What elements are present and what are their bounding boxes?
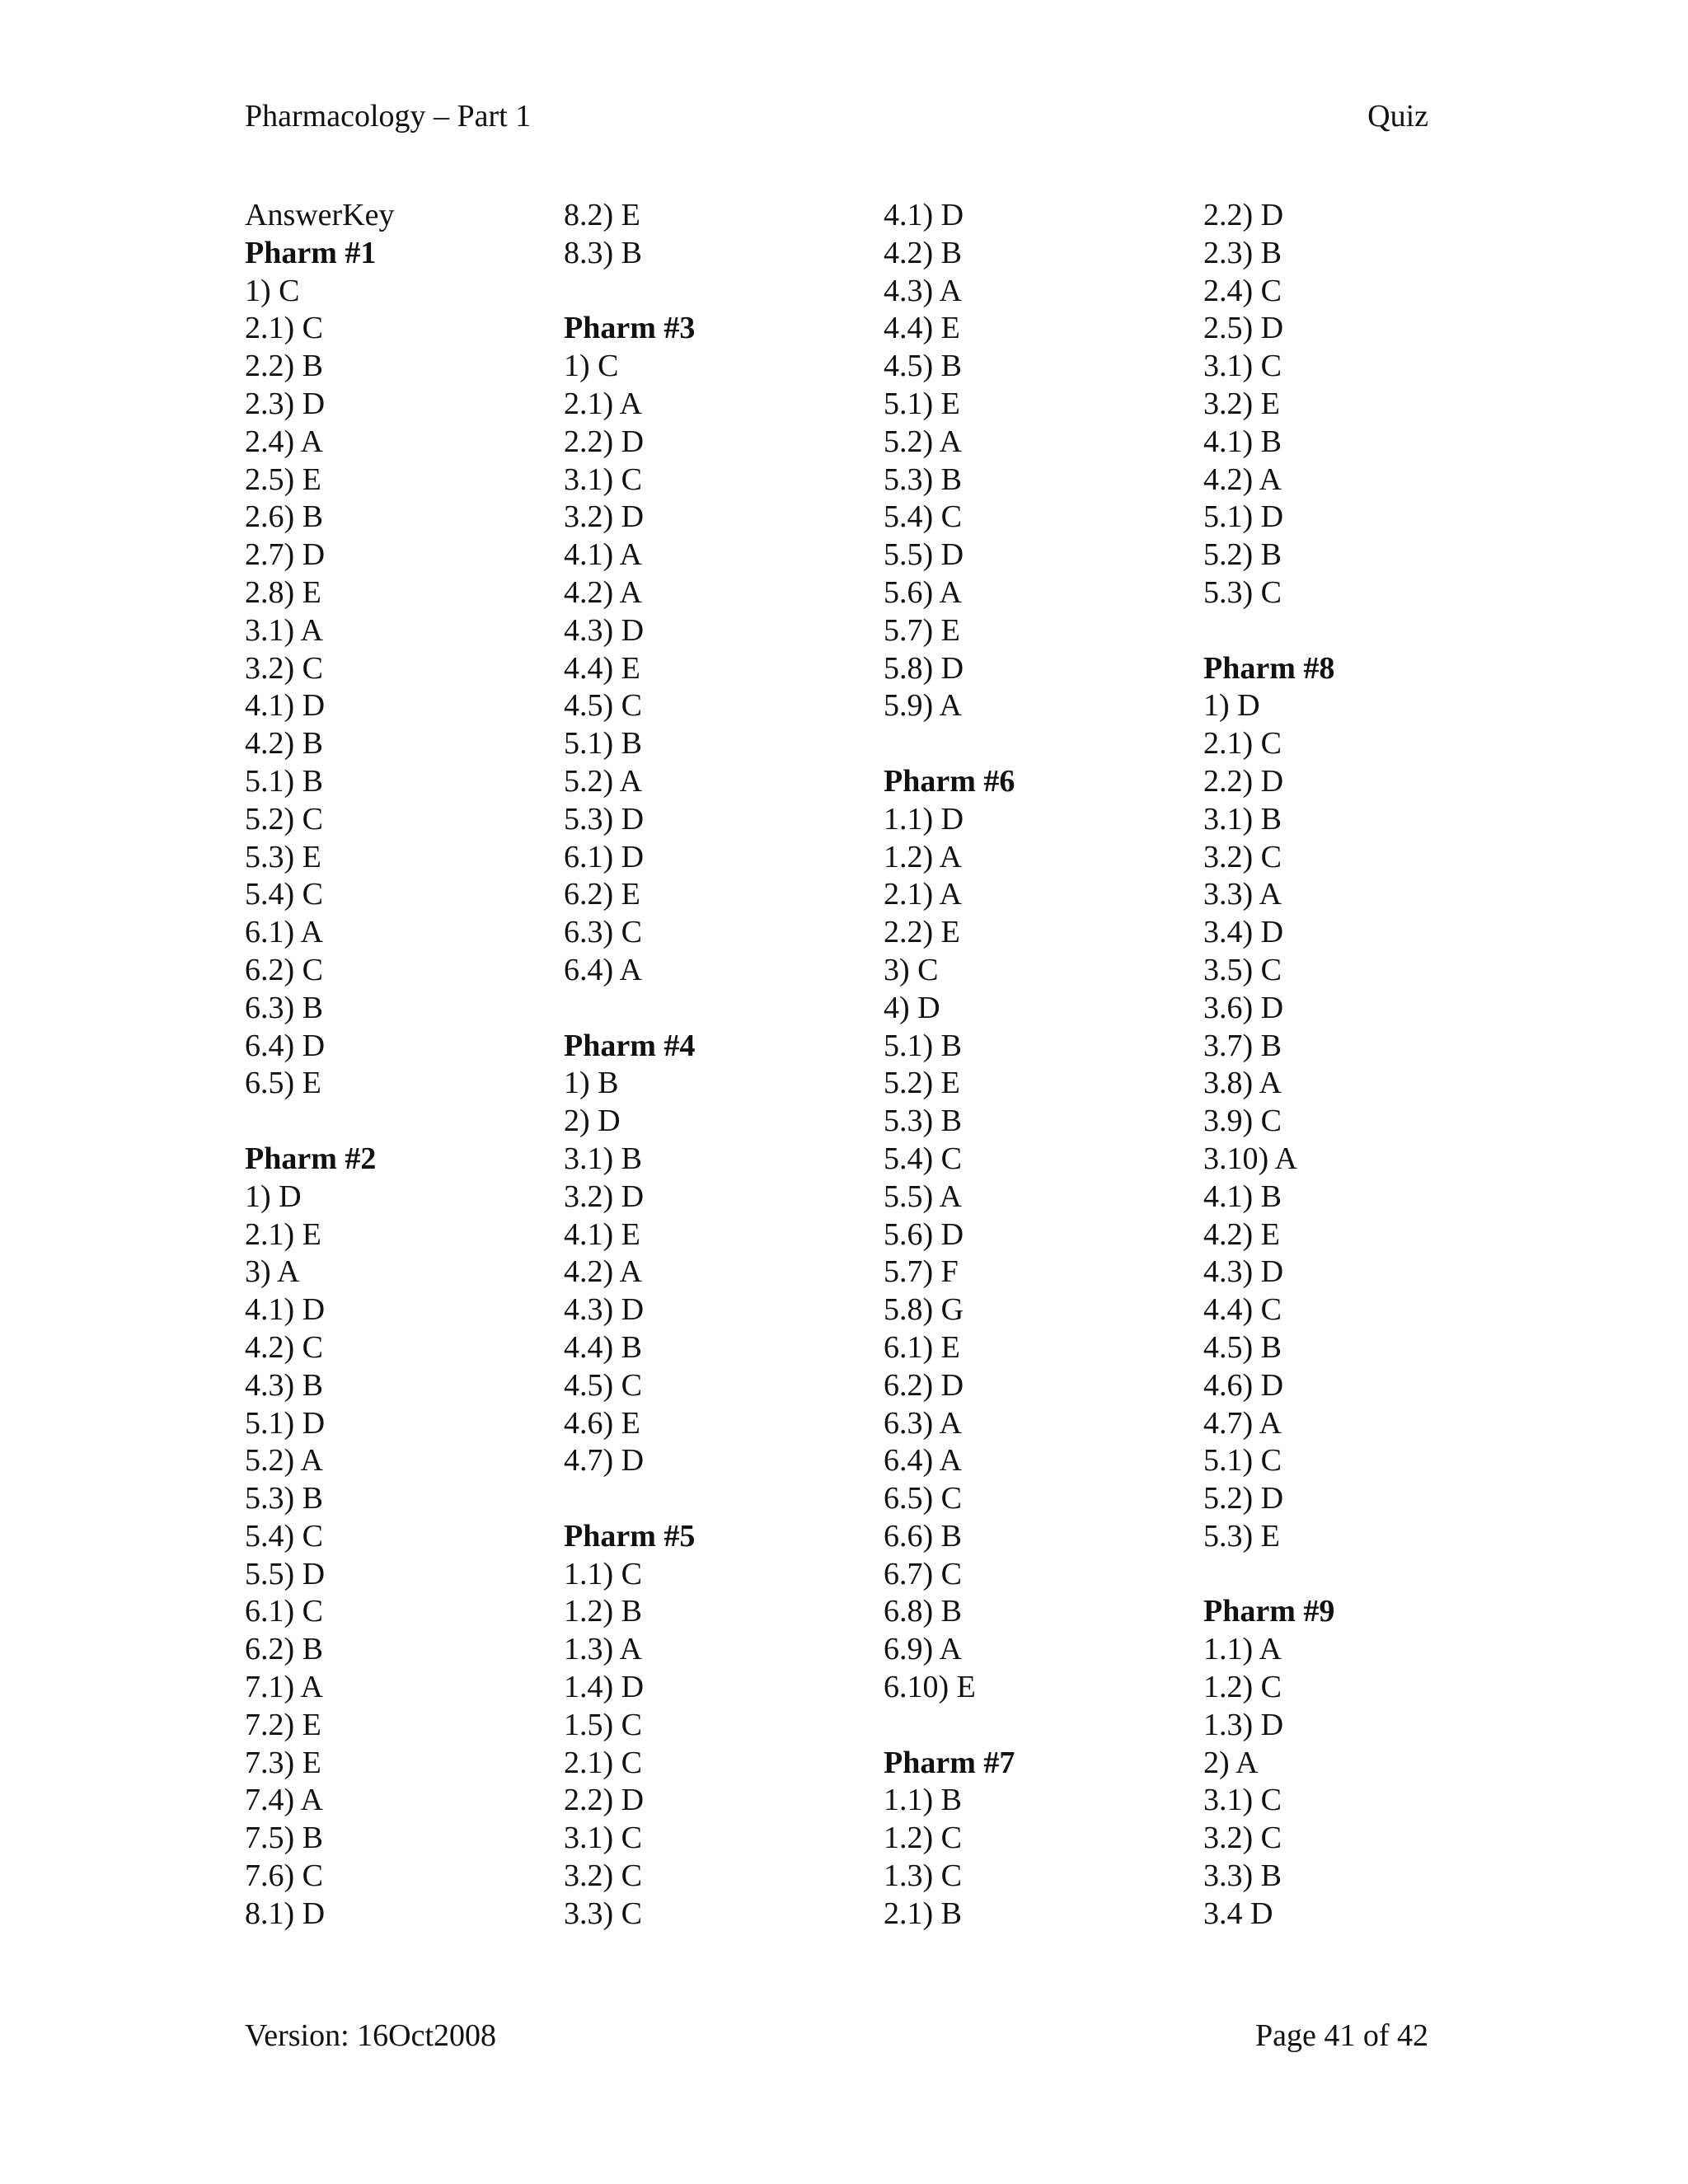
answer-entry: 4.2) A	[1203, 462, 1282, 497]
spacer	[245, 1103, 558, 1141]
answer-entry: 5.3) B	[884, 462, 962, 497]
answer-entry: 3.3) C	[564, 1896, 642, 1931]
answer-entry: 3.1) C	[564, 462, 642, 497]
answer-entry: 2.3) D	[245, 386, 326, 421]
answer-entry: 4.2) B	[245, 726, 323, 762]
answer-entry: 6.2) D	[884, 1367, 964, 1403]
answer-column-2	[564, 197, 877, 1933]
answer-entry: 4.6) E	[564, 1405, 640, 1441]
answer-entry: 4.7) D	[564, 1443, 645, 1479]
answer-entry: 1.2) C	[884, 1821, 962, 1856]
answer-entry: 3.2) C	[564, 1858, 642, 1894]
answer-entry: 5.1) B	[564, 726, 642, 762]
answer-entry: 5.6) D	[884, 1216, 964, 1252]
section-heading: Pharm #7	[884, 1745, 1015, 1780]
answer-entry: 3.2) C	[1203, 1821, 1282, 1856]
answer-entry: 4.1) D	[245, 688, 326, 724]
answer-entry: 3.1) C	[1203, 349, 1282, 384]
answer-entry: 4.2) A	[564, 574, 642, 610]
answer-entry: 2.2) D	[1203, 763, 1284, 799]
answer-entry: 5.9) A	[884, 688, 962, 724]
answer-entry: 2) D	[564, 1104, 621, 1139]
answer-entry: 1.4) D	[564, 1670, 645, 1705]
answer-entry: 7.3) E	[245, 1745, 321, 1780]
answer-entry: 4.2) B	[884, 235, 962, 270]
section-heading: Pharm #1	[245, 235, 377, 270]
answer-entry: 5.2) B	[1203, 537, 1282, 573]
footer-page-number: Page 41 of 42	[1254, 2018, 1428, 2053]
answer-entry: 5.5) D	[884, 537, 964, 573]
answer-entry: 3.2) C	[245, 650, 323, 686]
answer-entry: 3.1) A	[245, 612, 323, 648]
header-title: Pharmacology – Part 1	[245, 99, 532, 134]
section-heading: Pharm #6	[884, 763, 1015, 799]
answer-entry: 3.4) D	[1203, 915, 1284, 950]
answer-key-columns	[245, 197, 1448, 1952]
answer-entry: 4.5) C	[564, 1367, 642, 1403]
answer-entry: 2.1) E	[245, 1216, 321, 1252]
answer-entry: 3.3) B	[1203, 1858, 1282, 1894]
answer-entry: 5.1) E	[884, 386, 960, 421]
answer-entry: 6.2) E	[564, 877, 640, 912]
answer-entry: 2.3) B	[1203, 235, 1282, 270]
spacer	[564, 273, 877, 311]
answer-entry: 3.1) C	[1203, 1783, 1282, 1818]
answer-entry: 5.3) E	[245, 839, 321, 874]
answer-entry: 6.4) A	[564, 952, 642, 987]
answer-column-3	[884, 197, 1197, 1933]
answer-entry: 6.10) E	[884, 1670, 976, 1705]
answer-entry: 4.5) C	[564, 688, 642, 724]
answer-entry: 8.3) B	[564, 235, 642, 270]
answer-entry: 1) C	[245, 273, 300, 308]
answer-entry: 2.4) C	[1203, 273, 1282, 308]
answer-entry: 6.3) C	[564, 915, 642, 950]
answer-entry: 5.4) C	[245, 877, 323, 912]
answer-entry: 5.1) C	[1203, 1443, 1282, 1479]
answer-entry: 6.4) A	[884, 1443, 962, 1479]
answer-entry: 3.2) E	[1203, 386, 1280, 421]
page-header	[245, 97, 1428, 135]
section-heading: Pharm #8	[1203, 650, 1335, 686]
answer-entry: 1.2) A	[884, 839, 962, 874]
answer-entry: 6.1) D	[564, 839, 645, 874]
answer-entry: 4.6) D	[1203, 1367, 1284, 1403]
answer-entry: 2.1) C	[245, 311, 323, 346]
footer-version: Version: 16Oct2008	[245, 2018, 497, 2053]
answer-entry: 6.6) B	[884, 1518, 962, 1554]
answer-entry: 3.7) B	[1203, 1028, 1282, 1063]
answer-column-4	[1203, 197, 1517, 1933]
answer-entry: 1) B	[564, 1066, 619, 1101]
answer-entry: 3.1) C	[564, 1821, 642, 1856]
answer-entry: 6.5) C	[884, 1481, 962, 1516]
answer-entry: 4.4) B	[564, 1329, 642, 1365]
answer-entry: 5.1) D	[245, 1405, 326, 1441]
answer-entry: 5.2) A	[245, 1443, 323, 1479]
answer-entry: 2.1) C	[1203, 726, 1282, 762]
answer-entry: 7.5) B	[245, 1821, 323, 1856]
answer-entry: 1.3) C	[884, 1858, 962, 1894]
answer-entry: 3) A	[245, 1254, 300, 1290]
answer-entry: 6.2) C	[245, 952, 323, 987]
answer-entry: 2.4) A	[245, 424, 323, 459]
answer-entry: 2.2) D	[564, 424, 645, 459]
answer-entry: 3.5) C	[1203, 952, 1282, 987]
answer-entry: 3.2) D	[564, 499, 645, 535]
answer-entry: 4.2) A	[564, 1254, 642, 1290]
answer-entry: 1.1) C	[564, 1556, 642, 1591]
answer-entry: 2.6) B	[245, 499, 323, 535]
answer-entry: 2.1) A	[884, 877, 962, 912]
answer-entry: 1.1) B	[884, 1783, 962, 1818]
answer-entry: 3.2) D	[564, 1179, 645, 1214]
answer-entry: 5.4) C	[884, 499, 962, 535]
answer-entry: 4.4) E	[884, 311, 960, 346]
spacer	[564, 990, 877, 1028]
answer-entry: 4.1) D	[884, 198, 964, 232]
answer-entry: 4.4) E	[564, 650, 640, 686]
answer-entry: 6.8) B	[884, 1594, 962, 1629]
answer-entry: 3.2) C	[1203, 839, 1282, 874]
answer-entry: 4.2) C	[245, 1329, 323, 1365]
answer-entry: 4.3) D	[564, 1292, 645, 1328]
answer-entry: 4.1) E	[564, 1216, 640, 1252]
answer-entry: 4.7) A	[1203, 1405, 1282, 1441]
answer-entry: 2.1) B	[884, 1896, 962, 1931]
answer-entry: 5.2) A	[564, 763, 642, 799]
answer-entry: 1) D	[245, 1179, 302, 1214]
answer-entry: 5.5) A	[884, 1179, 962, 1214]
answer-entry: 6.9) A	[884, 1632, 962, 1667]
answer-entry: 1.2) B	[564, 1594, 642, 1629]
answer-entry: 5.2) A	[884, 424, 962, 459]
page-footer	[245, 2017, 1428, 2055]
answer-entry: 3.4 D	[1203, 1896, 1273, 1931]
section-heading: Pharm #3	[564, 311, 696, 346]
answer-entry: 5.2) E	[884, 1066, 960, 1101]
answer-entry: 2.1) C	[564, 1745, 642, 1780]
answer-entry: 6.2) B	[245, 1632, 323, 1667]
answer-entry: 2.1) A	[564, 386, 642, 421]
answer-entry: 3.10) A	[1203, 1141, 1297, 1176]
answer-entry: 2) A	[1203, 1745, 1259, 1780]
answer-entry: 5.3) B	[884, 1104, 962, 1139]
answer-entry: 5.4) C	[884, 1141, 962, 1176]
answer-entry: 7.1) A	[245, 1670, 323, 1705]
answer-entry: 4.3) D	[564, 612, 645, 648]
section-heading: Pharm #5	[564, 1518, 696, 1554]
answer-entry: 4.3) D	[1203, 1254, 1284, 1290]
answer-entry: 2.2) D	[564, 1783, 645, 1818]
answer-entry: 3) C	[884, 952, 939, 987]
answer-entry: 5.1) D	[1203, 499, 1284, 535]
answer-entry: 4.1) D	[245, 1292, 326, 1328]
answer-entry: 5.4) C	[245, 1518, 323, 1554]
answer-entry: 1.2) C	[1203, 1670, 1282, 1705]
answer-entry: 3.6) D	[1203, 990, 1284, 1025]
answer-entry: AnswerKey	[245, 198, 395, 232]
answer-entry: 4.2) E	[1203, 1216, 1280, 1252]
header-section: Quiz	[1367, 99, 1428, 134]
answer-entry: 5.7) E	[884, 612, 960, 648]
answer-entry: 5.8) G	[884, 1292, 964, 1328]
answer-entry: 6.5) E	[245, 1066, 321, 1101]
answer-entry: 5.2) C	[245, 801, 323, 837]
section-heading: Pharm #2	[245, 1141, 377, 1176]
answer-entry: 6.1) E	[884, 1329, 960, 1365]
answer-entry: 6.3) A	[884, 1405, 962, 1441]
answer-entry: 4) D	[884, 990, 940, 1025]
answer-entry: 7.6) C	[245, 1858, 323, 1894]
answer-entry: 1.1) D	[884, 801, 964, 837]
answer-entry: 4.5) B	[884, 349, 962, 384]
answer-entry: 5.1) B	[245, 763, 323, 799]
answer-entry: 6.4) D	[245, 1028, 326, 1063]
answer-entry: 3.9) C	[1203, 1104, 1282, 1139]
answer-entry: 4.5) B	[1203, 1329, 1282, 1365]
answer-entry: 1.5) C	[564, 1707, 642, 1742]
answer-entry: 2.2) B	[245, 349, 323, 384]
answer-column-1	[245, 197, 558, 1933]
answer-entry: 2.7) D	[245, 537, 326, 573]
spacer	[1203, 612, 1517, 650]
answer-entry: 8.2) E	[564, 198, 640, 232]
answer-entry: 4.1) B	[1203, 1179, 1282, 1214]
answer-entry: 5.3) B	[245, 1481, 323, 1516]
answer-entry: 1) D	[1203, 688, 1260, 724]
answer-entry: 2.5) E	[245, 462, 321, 497]
answer-entry: 6.1) C	[245, 1594, 323, 1629]
answer-entry: 5.8) D	[884, 650, 964, 686]
answer-entry: 1) C	[564, 349, 619, 384]
answer-entry: 5.2) D	[1203, 1481, 1284, 1516]
spacer	[884, 1707, 1197, 1745]
answer-entry: 8.1) D	[245, 1896, 326, 1931]
section-heading: Pharm #9	[1203, 1594, 1335, 1629]
answer-entry: 5.3) C	[1203, 574, 1282, 610]
answer-entry: 2.5) D	[1203, 311, 1284, 346]
answer-entry: 6.1) A	[245, 915, 323, 950]
answer-entry: 2.2) E	[884, 915, 960, 950]
answer-entry: 5.5) D	[245, 1556, 326, 1591]
answer-entry: 1.1) A	[1203, 1632, 1282, 1667]
answer-entry: 4.4) C	[1203, 1292, 1282, 1328]
answer-entry: 6.3) B	[245, 990, 323, 1025]
answer-entry: 5.7) F	[884, 1254, 959, 1290]
spacer	[884, 725, 1197, 763]
spacer	[1203, 1556, 1517, 1594]
answer-entry: 4.1) B	[1203, 424, 1282, 459]
answer-entry: 7.2) E	[245, 1707, 321, 1742]
answer-entry: 3.3) A	[1203, 877, 1282, 912]
answer-entry: 1.3) D	[1203, 1707, 1284, 1742]
answer-entry: 6.7) C	[884, 1556, 962, 1591]
spacer	[564, 1480, 877, 1518]
answer-entry: 2.2) D	[1203, 198, 1284, 232]
answer-entry: 5.6) A	[884, 574, 962, 610]
answer-entry: 3.1) B	[564, 1141, 642, 1176]
answer-entry: 3.1) B	[1203, 801, 1282, 837]
answer-entry: 4.1) A	[564, 537, 642, 573]
answer-entry: 4.3) B	[245, 1367, 323, 1403]
answer-entry: 1.3) A	[564, 1632, 642, 1667]
answer-entry: 3.8) A	[1203, 1066, 1282, 1101]
answer-entry: 2.8) E	[245, 574, 321, 610]
section-heading: Pharm #4	[564, 1028, 696, 1063]
answer-entry: 5.1) B	[884, 1028, 962, 1063]
answer-entry: 4.3) A	[884, 273, 962, 308]
answer-entry: 5.3) E	[1203, 1518, 1280, 1554]
answer-entry: 5.3) D	[564, 801, 645, 837]
answer-entry: 7.4) A	[245, 1783, 323, 1818]
